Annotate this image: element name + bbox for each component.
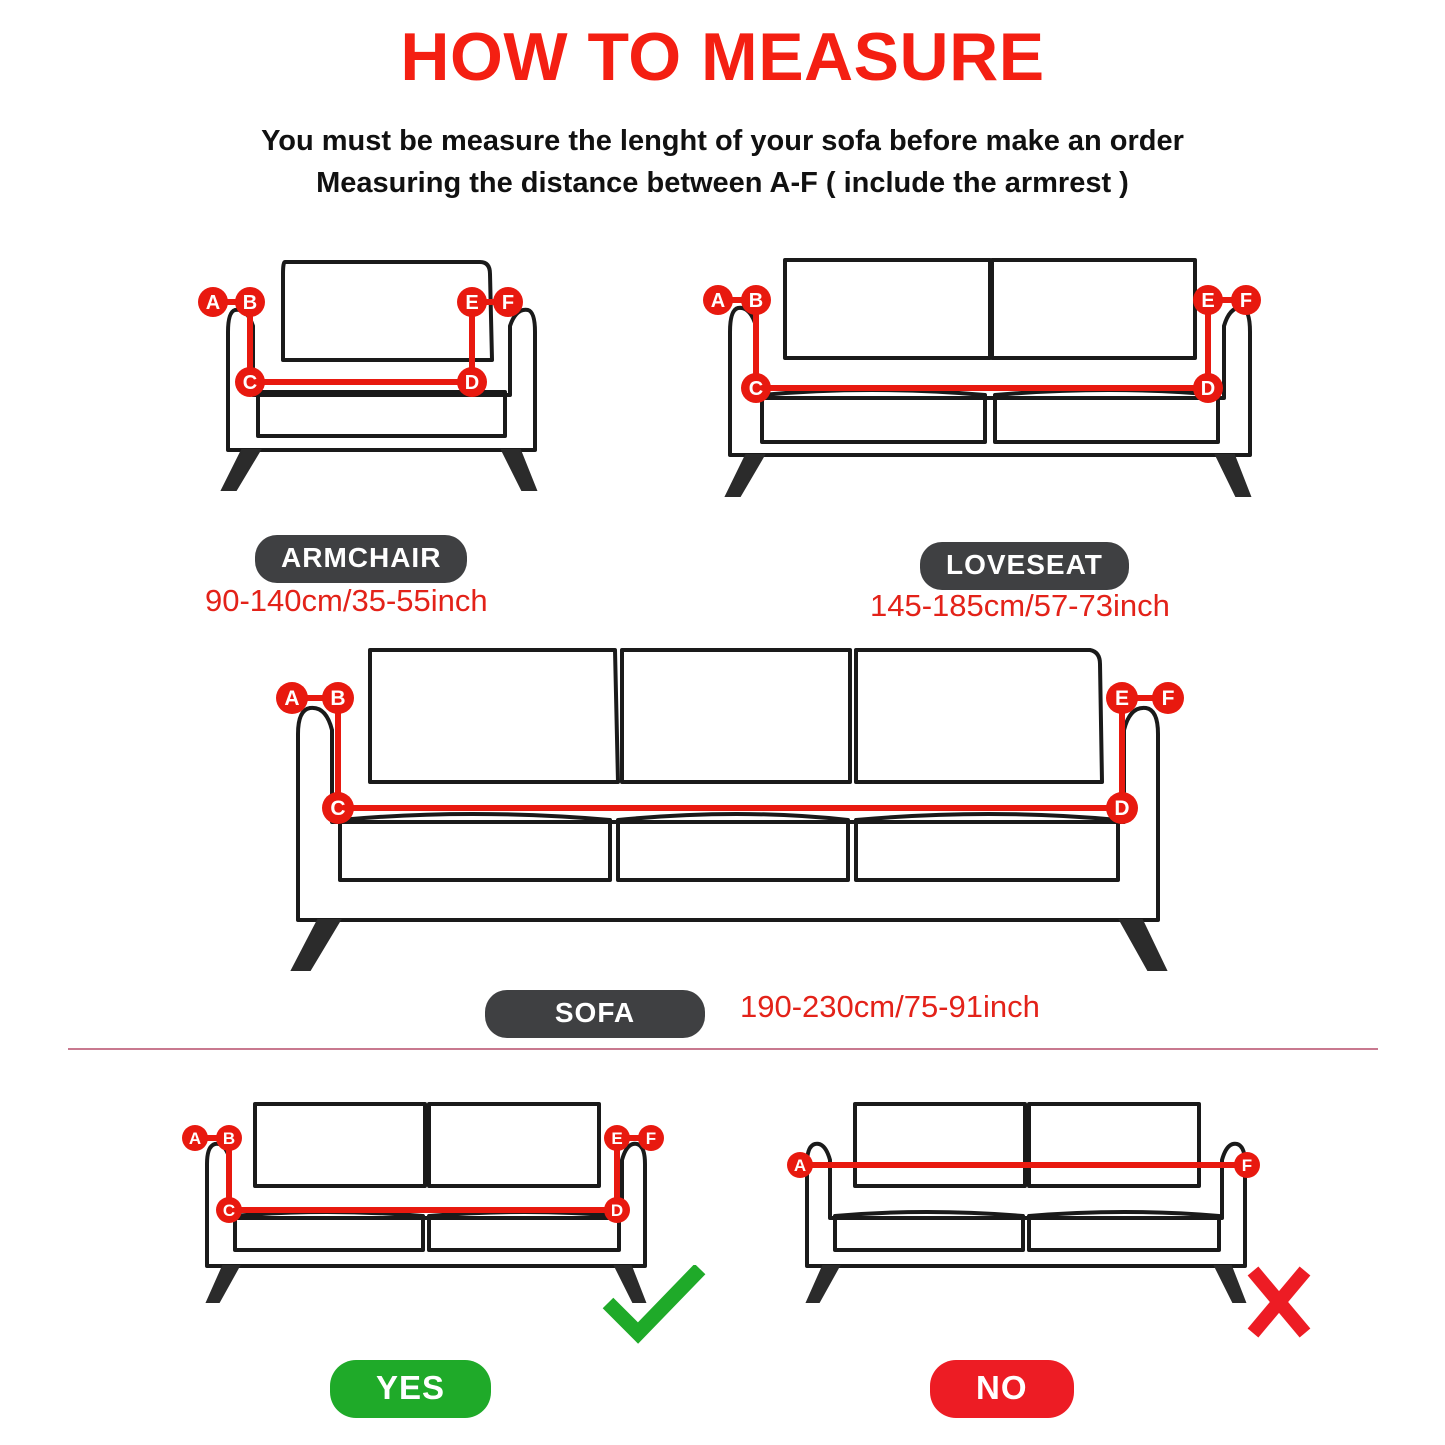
point-A (182, 1125, 208, 1151)
armchair-illustration (180, 240, 580, 520)
page-subtitle (0, 120, 1445, 204)
loveseat-svg (690, 240, 1290, 520)
dimensions-armchair: 90-140cm/35-55inch (205, 583, 488, 618)
point-B (741, 285, 771, 315)
svg-text:F: F (501, 292, 515, 314)
yes-label: YES (330, 1360, 491, 1418)
caption-loveseat: LOVESEAT (920, 542, 1129, 590)
point-E (1106, 682, 1138, 714)
incorrect-measurement-illustration (775, 1090, 1285, 1320)
point-D (604, 1197, 630, 1223)
point-F (1234, 1152, 1260, 1178)
point-A (787, 1152, 813, 1178)
point-F (1231, 285, 1261, 315)
incorrect-sofa-svg (775, 1090, 1285, 1320)
cross-mark-icon (1245, 1265, 1315, 1340)
svg-text:B: B (748, 290, 764, 312)
svg-text:F: F (1239, 290, 1253, 312)
svg-text:E: E (1201, 290, 1215, 312)
svg-text:E: E (611, 1129, 623, 1148)
subtitle-line-1: You must be measure the lenght of your sofa before make an order (261, 125, 1184, 157)
point-D (457, 367, 487, 397)
svg-text:C: C (222, 1201, 236, 1220)
point-A (198, 287, 228, 317)
svg-text:C: C (242, 372, 258, 394)
svg-text:D: D (1114, 797, 1130, 820)
svg-text:F: F (645, 1129, 657, 1148)
subtitle-line-2: Measuring the distance between A-F ( include the armrest ) (316, 167, 1129, 199)
point-B (216, 1125, 242, 1151)
point-C (235, 367, 265, 397)
svg-text:F: F (1161, 687, 1175, 710)
sofa-svg (270, 630, 1200, 980)
point-F (1152, 682, 1184, 714)
svg-text:B: B (222, 1129, 236, 1148)
sofa-illustration (270, 630, 1200, 980)
point-E (1193, 285, 1223, 315)
svg-text:C: C (330, 797, 346, 820)
point-D (1193, 373, 1223, 403)
point-E (457, 287, 487, 317)
point-C (216, 1197, 242, 1223)
svg-text:C: C (748, 378, 764, 400)
svg-text:A: A (188, 1129, 202, 1148)
check-mark-icon (600, 1265, 710, 1345)
point-C (322, 792, 354, 824)
svg-text:F: F (1241, 1156, 1253, 1175)
point-F (638, 1125, 664, 1151)
svg-text:E: E (1114, 687, 1130, 710)
point-E (604, 1125, 630, 1151)
caption-sofa: SOFA (485, 990, 705, 1038)
point-A (703, 285, 733, 315)
point-C (741, 373, 771, 403)
dimensions-sofa: 190-230cm/75-91inch (740, 989, 1040, 1024)
section-divider (68, 1048, 1378, 1050)
no-label: NO (930, 1360, 1074, 1418)
point-B (235, 287, 265, 317)
svg-text:D: D (1200, 378, 1216, 400)
svg-text:B: B (242, 292, 258, 314)
point-A (276, 682, 308, 714)
svg-text:A: A (284, 687, 300, 710)
svg-text:A: A (710, 290, 726, 312)
dimensions-loveseat: 145-185cm/57-73inch (870, 588, 1170, 623)
point-B (322, 682, 354, 714)
svg-text:E: E (465, 292, 479, 314)
loveseat-illustration (690, 240, 1290, 520)
svg-text:A: A (793, 1156, 807, 1175)
point-F (493, 287, 523, 317)
svg-text:B: B (330, 687, 346, 710)
svg-text:A: A (205, 292, 221, 314)
point-D (1106, 792, 1138, 824)
svg-text:D: D (464, 372, 480, 394)
armchair-svg (180, 240, 580, 520)
page-title: HOW TO MEASURE (400, 19, 1045, 95)
caption-armchair: ARMCHAIR (255, 535, 467, 583)
svg-text:D: D (610, 1201, 624, 1220)
